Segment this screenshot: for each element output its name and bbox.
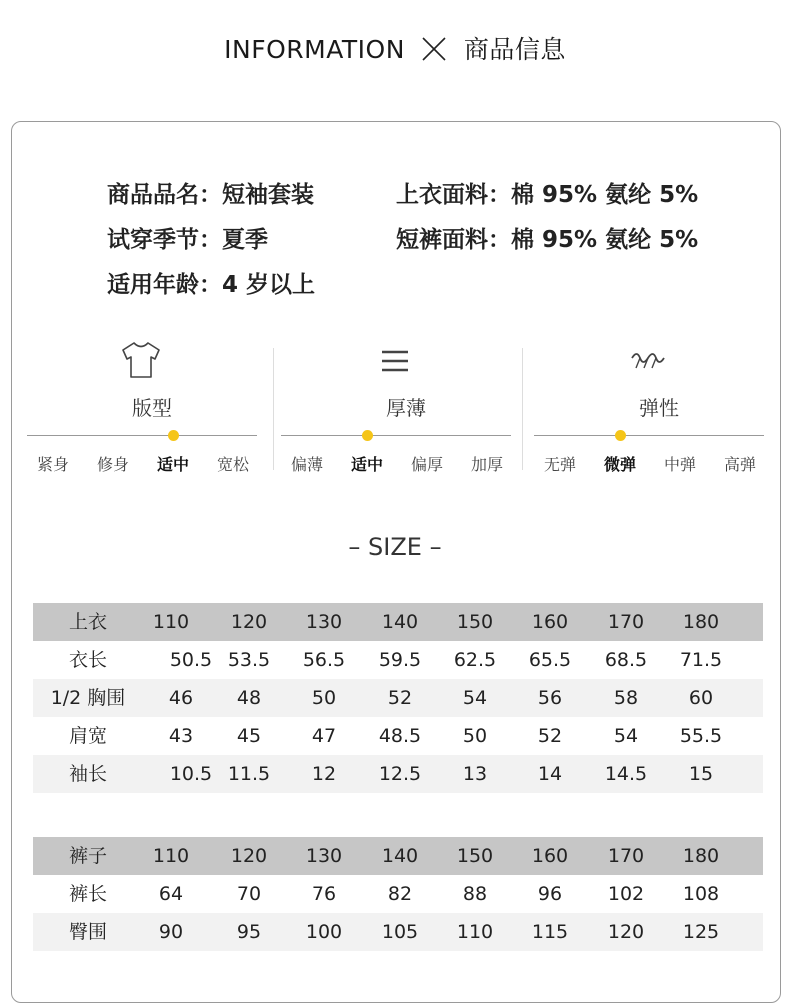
- attr-thickness-option: 加厚: [470, 455, 503, 474]
- pants-size-table: [33, 837, 763, 951]
- table-header-cell: 110: [152, 845, 190, 867]
- table-header-cell: 120: [230, 611, 268, 633]
- table-cell: 52: [537, 725, 563, 747]
- tshirt-icon: [27, 340, 277, 382]
- info-pants-fabric: 短裤面料：棉 95% 氨纶 5%: [396, 227, 699, 253]
- table-row-label: 袖长: [68, 763, 107, 785]
- info-top-fabric: 上衣面料：棉 95% 氨纶 5%: [396, 182, 699, 208]
- attr-fit-scale: [27, 435, 257, 436]
- table-header-row: [33, 603, 763, 641]
- table-cell: 108: [682, 883, 720, 905]
- attr-thickness-option-selected: 适中: [350, 455, 383, 474]
- table-cell: 125: [682, 921, 720, 943]
- table-cell: 12.5: [378, 763, 422, 785]
- table-cell: 52: [387, 687, 413, 709]
- table-cell: 70: [236, 883, 262, 905]
- table-header-cell: 裤子: [68, 845, 107, 867]
- header-english: INFORMATION: [224, 35, 405, 64]
- layers-icon: [281, 340, 531, 382]
- attr-fit-title: 版型: [132, 396, 172, 420]
- table-cell: 14: [537, 763, 563, 785]
- table-header-cell: 180: [682, 611, 720, 633]
- page-header: [0, 30, 790, 66]
- table-header-cell: 180: [682, 845, 720, 867]
- table-cell: 43: [168, 725, 194, 747]
- table-cell: 50.5: [169, 649, 213, 671]
- top-size-table: [33, 603, 763, 793]
- table-cell: 60: [688, 687, 714, 709]
- attr-fit-option: 修身: [96, 455, 129, 474]
- table-cell: 58: [613, 687, 639, 709]
- elastic-icon: [534, 340, 784, 382]
- attr-fit-option-selected: 适中: [156, 455, 189, 474]
- attr-elasticity-indicator: [615, 430, 626, 441]
- attr-elasticity-option: 中弹: [663, 455, 696, 474]
- attr-thickness-option: 偏厚: [410, 455, 443, 474]
- table-row: [33, 913, 763, 951]
- table-header-cell: 130: [305, 611, 343, 633]
- table-cell: 48.5: [378, 725, 422, 747]
- table-cell: 50: [311, 687, 337, 709]
- table-header-cell: 140: [381, 845, 419, 867]
- table-row-label: 裤长: [68, 883, 107, 905]
- table-cell: 54: [462, 687, 488, 709]
- table-cell: 88: [462, 883, 488, 905]
- table-header-cell: 160: [531, 845, 569, 867]
- attr-elasticity-scale: [534, 435, 764, 436]
- table-cell: 55.5: [679, 725, 723, 747]
- table-cell: 65.5: [528, 649, 572, 671]
- table-row: [33, 717, 763, 755]
- table-row-label: 臀围: [68, 921, 107, 943]
- table-header-cell: 150: [456, 845, 494, 867]
- table-row: [33, 679, 763, 717]
- attr-fit-option: 紧身: [36, 455, 69, 474]
- cross-icon: [421, 35, 447, 64]
- table-cell: 115: [531, 921, 569, 943]
- table-cell: 105: [381, 921, 419, 943]
- attr-elasticity-title: 弹性: [639, 396, 679, 420]
- table-cell: 100: [305, 921, 343, 943]
- attr-thickness-option: 偏薄: [290, 455, 323, 474]
- divider: [522, 348, 523, 470]
- attr-thickness-title: 厚薄: [386, 396, 426, 420]
- table-header-cell: 上衣: [68, 611, 107, 633]
- table-header-cell: 170: [607, 845, 645, 867]
- attr-fit-indicator: [168, 430, 179, 441]
- table-cell: 12: [311, 763, 337, 785]
- table-cell: 13: [462, 763, 488, 785]
- table-row-label: 肩宽: [68, 725, 107, 747]
- table-cell: 48: [236, 687, 262, 709]
- table-cell: 102: [607, 883, 645, 905]
- header-chinese: 商品信息: [463, 35, 566, 64]
- attr-elasticity-option-selected: 微弹: [603, 455, 636, 474]
- table-cell: 56: [537, 687, 563, 709]
- table-cell: 120: [607, 921, 645, 943]
- info-name: 商品品名：短袖套装: [107, 182, 314, 208]
- table-cell: 95: [236, 921, 262, 943]
- table-header-cell: 160: [531, 611, 569, 633]
- table-cell: 68.5: [604, 649, 648, 671]
- attr-elasticity-option: 高弹: [723, 455, 756, 474]
- table-cell: 46: [168, 687, 194, 709]
- table-cell: 54: [613, 725, 639, 747]
- table-row-label: 衣长: [68, 649, 107, 671]
- info-season: 试穿季节：夏季: [107, 227, 268, 253]
- table-header-cell: 130: [305, 845, 343, 867]
- table-header-cell: 140: [381, 611, 419, 633]
- table-row-label: 1/2 胸围: [50, 687, 126, 709]
- divider: [273, 348, 274, 470]
- table-cell: 56.5: [302, 649, 346, 671]
- table-cell: 82: [387, 883, 413, 905]
- table-cell: 50: [462, 725, 488, 747]
- attr-elasticity-option: 无弹: [543, 455, 576, 474]
- table-cell: 47: [311, 725, 337, 747]
- table-cell: 15: [688, 763, 714, 785]
- attr-thickness-indicator: [362, 430, 373, 441]
- table-cell: 96: [537, 883, 563, 905]
- table-cell: 62.5: [453, 649, 497, 671]
- attr-fit-option: 宽松: [216, 455, 249, 474]
- attr-thickness-scale: [281, 435, 511, 436]
- table-cell: 76: [311, 883, 337, 905]
- table-row: [33, 755, 763, 793]
- table-cell: 14.5: [604, 763, 648, 785]
- table-row: [33, 641, 763, 679]
- table-row: [33, 875, 763, 913]
- table-header-cell: 150: [456, 611, 494, 633]
- table-cell: 45: [236, 725, 262, 747]
- table-header-cell: 110: [152, 611, 190, 633]
- size-section-title: – SIZE –: [348, 533, 442, 561]
- table-cell: 90: [158, 921, 184, 943]
- table-header-cell: 170: [607, 611, 645, 633]
- table-cell: 53.5: [227, 649, 271, 671]
- table-cell: 10.5: [169, 763, 213, 785]
- table-header-row: [33, 837, 763, 875]
- table-header-cell: 120: [230, 845, 268, 867]
- table-cell: 59.5: [378, 649, 422, 671]
- table-cell: 110: [456, 921, 494, 943]
- table-cell: 64: [158, 883, 184, 905]
- table-cell: 71.5: [679, 649, 723, 671]
- info-age: 适用年龄：4 岁以上: [107, 272, 316, 298]
- table-cell: 11.5: [227, 763, 271, 785]
